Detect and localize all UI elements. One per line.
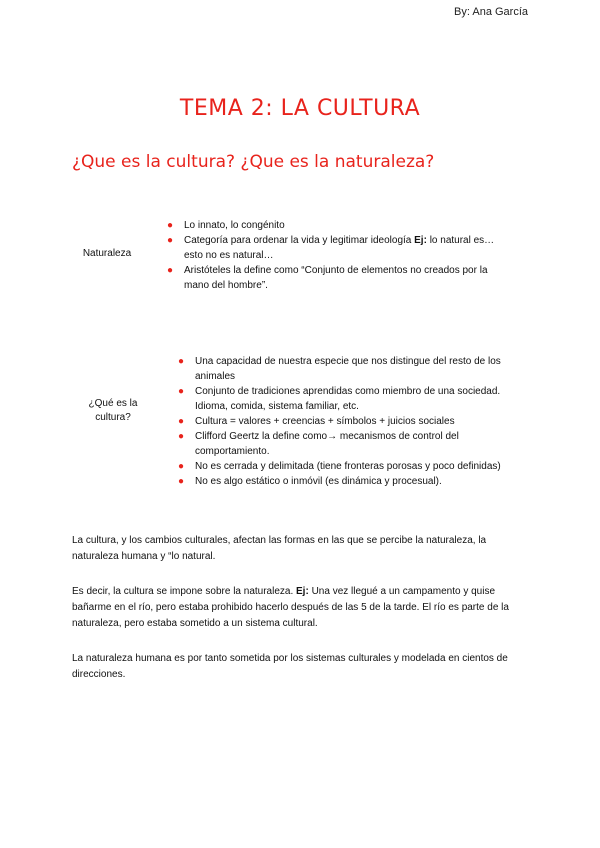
bullet-dot-icon: ● bbox=[178, 386, 185, 397]
list-item: ● No es algo estático o inmóvil (es dinámica y procesual). bbox=[178, 476, 442, 487]
list-item: ● Categoría para ordenar la vida y legitimar ideología Ej: lo natural es…esto no es natural… bbox=[167, 235, 495, 261]
bullet-dot-icon: ● bbox=[178, 431, 185, 442]
bullet-list-naturaleza bbox=[167, 218, 504, 293]
list-item: ● No es cerrada y delimitada (tiene fronteras porosas y poco definidas) bbox=[178, 461, 501, 472]
section-subtitle: ¿Que es la cultura? ¿Que es la naturaleza? bbox=[72, 152, 435, 172]
list-item: ● Aristóteles la define como “Conjunto de elementos no creados por la mano del hombre”. bbox=[167, 265, 488, 291]
bullet-dot-icon: ● bbox=[178, 476, 185, 487]
bullet-dot-icon: ● bbox=[167, 235, 174, 246]
page-title: TEMA 2: LA CULTURA bbox=[179, 96, 421, 121]
bullet-dot-icon: ● bbox=[178, 461, 185, 472]
bullet-list-cultura bbox=[178, 354, 521, 489]
bullet-dot-icon: ● bbox=[178, 416, 185, 427]
bullet-dot-icon: ● bbox=[167, 265, 174, 276]
bullet-dot-icon: ● bbox=[167, 220, 174, 231]
bullet-dot-icon: ● bbox=[178, 356, 185, 367]
list-item: ● Lo innato, lo congénito bbox=[167, 220, 285, 231]
list-item: ● Cultura = valores + creencias + símbolos + juicios sociales bbox=[178, 416, 455, 427]
paragraph-1: La cultura, y los cambios culturales, afectan las formas en las que se percibe la naturaleza, la naturaleza humana y “lo natural. bbox=[72, 535, 487, 562]
row-label-cultura: ¿Qué es la cultura? bbox=[88, 398, 138, 423]
list-item: ● Conjunto de tradiciones aprendidas como miembro de una sociedad. Idioma, comida, sistema familiar, etc. bbox=[178, 386, 501, 412]
list-item: ● Una capacidad de nuestra especie que nos distingue del resto de los animales bbox=[178, 356, 501, 382]
paragraph-3: La naturaleza humana es por tanto sometida por los sistemas culturales y modelada en cientos de direcciones. bbox=[72, 653, 508, 680]
author-line: By: Ana García bbox=[454, 6, 528, 18]
list-item: ● Clifford Geertz la define como→ mecanismos de control del comportamiento. bbox=[178, 431, 459, 457]
paragraph-2: Es decir, la cultura se impone sobre la naturaleza. Ej: Una vez llegué a un campamento y quise bañarme en el río, pero estaba prohibido hacerlo después de las 5 de la tarde. El río es parte de la naturaleza, pero estaba sometido a un sistema cultural. bbox=[72, 586, 509, 629]
row-label-naturaleza: Naturaleza bbox=[82, 248, 132, 259]
